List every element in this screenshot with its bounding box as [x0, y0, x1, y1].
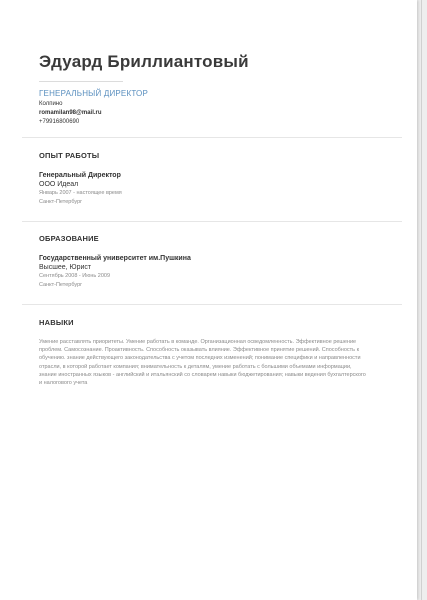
- job-location: Санкт-Петербург: [39, 199, 83, 205]
- experience-section: [39, 151, 379, 205]
- skills-section: [39, 318, 379, 387]
- section-divider: [22, 137, 402, 138]
- page-edge: [421, 0, 422, 600]
- job-dates: Январь 2007 - настоящее время: [39, 190, 122, 196]
- section-divider: [22, 304, 402, 305]
- education-title: ОБРАЗОВАНИЕ: [39, 234, 99, 243]
- section-divider: [22, 221, 402, 222]
- resume-header: [39, 52, 399, 125]
- candidate-email[interactable]: romamilan98@mail.ru: [39, 110, 102, 116]
- company-name: ООО Идеал: [39, 181, 79, 188]
- experience-title: ОПЫТ РАБОТЫ: [39, 151, 100, 160]
- candidate-phone[interactable]: +79916800690: [39, 119, 80, 125]
- education-location: Санкт-Петербург: [39, 282, 83, 288]
- name-underline: [39, 81, 123, 82]
- skills-title: НАВЫКИ: [39, 318, 74, 327]
- candidate-city: Колпино: [39, 101, 63, 107]
- institution-name: Государственный университет им.Пушкина: [39, 255, 191, 262]
- job-title: Генеральный Директор: [39, 172, 121, 179]
- candidate-name: Эдуард Бриллиантовый: [39, 52, 249, 71]
- skills-text: Умение расставлять приоритеты. Умение работать в команде. Организационная осведомленность. Эффективное решение проблем. Самосознание. Проактивность. Способность оказывать влияние. Эффективное принятие решений. Способность к обучению. знание действующего законодательства с учетом последних изменений; понимание специфики и направленности отрасли, в которой работает компания; внимательность к деталям, умение работать с большими объемами информации, знание иностранных языков - английский и итальянский со словарем навыки бюджетирования; навыки ведения бухгалтерского и налогового учета: [39, 339, 366, 387]
- candidate-position: ГЕНЕРАЛЬНЫЙ ДИРЕКТОР: [39, 89, 149, 98]
- education-section: [39, 234, 379, 288]
- degree: Высшее, Юрист: [39, 264, 92, 271]
- education-dates: Сентябрь 2008 - Июнь 2009: [39, 273, 111, 279]
